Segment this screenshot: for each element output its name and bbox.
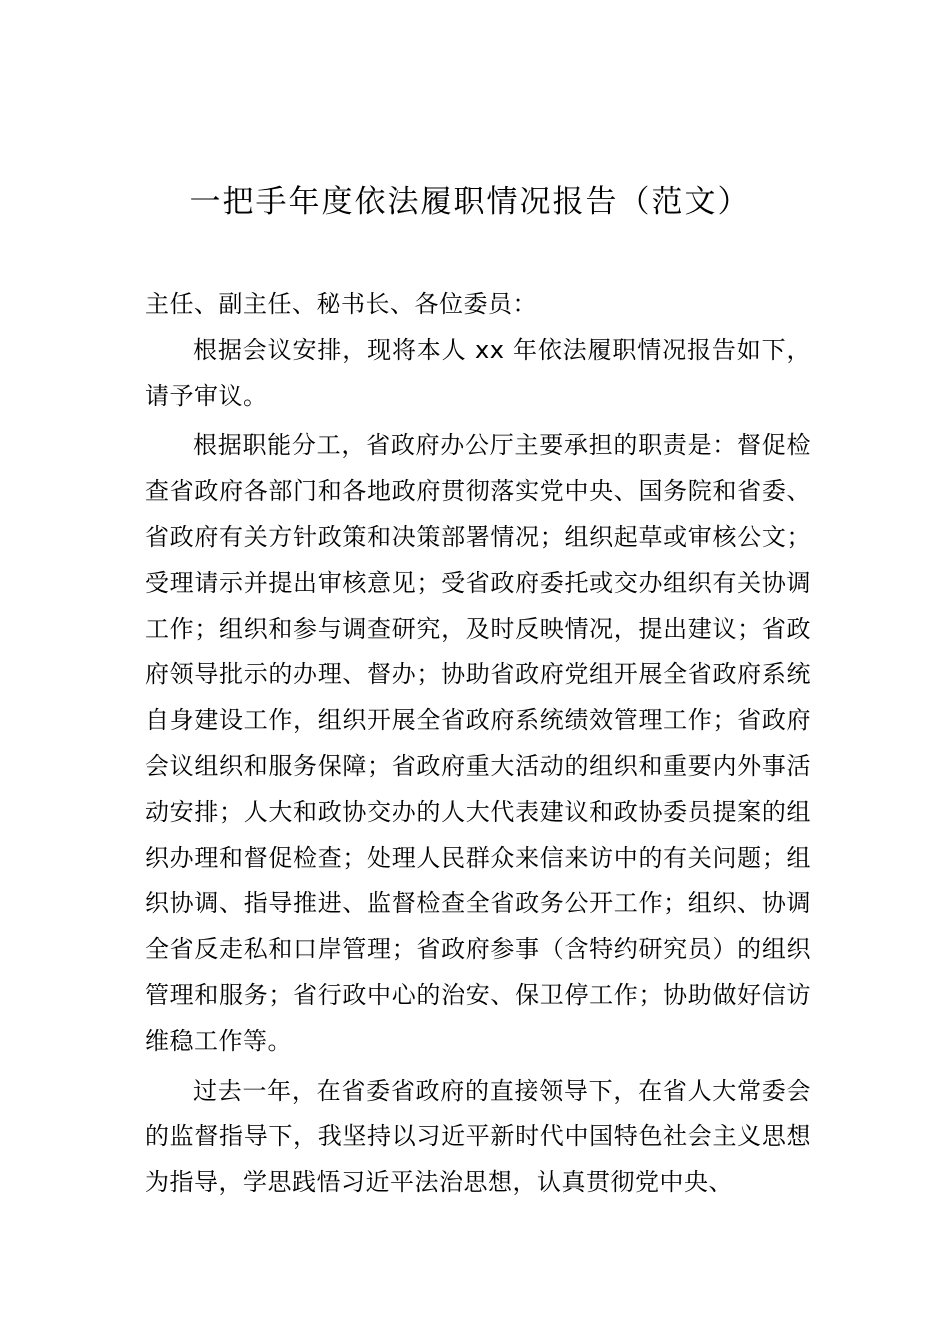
paragraph-past-year: 过去一年，在省委省政府的直接领导下，在省人大常委会的监督指导下，我坚持以习近平新时代中国特色社会主义思想为指导，学思践悟习近平法治思想，认真贯彻党中央、	[145, 1076, 811, 1197]
document-title: 一把手年度依法履职情况报告（范文）	[189, 184, 751, 220]
salutation: 主任、副主任、秘书长、各位委员：	[145, 290, 537, 318]
document-body	[145, 282, 811, 1206]
paragraph-meeting-arrangement: 根据会议安排，现将本人 xx 年依法履职情况报告如下，请予审议。	[145, 335, 811, 410]
paragraph-duties: 根据职能分工，省政府办公厅主要承担的职责是：督促检查省政府各部门和各地政府贯彻落实党中央、国务院和省委、省政府有关方针政策和决策部署情况；组织起草或审核公文；受理请示并提出审核意见；受省政府委托或交办组织有关协调工作；组织和参与调查研究，及时反映情况，提出建议；省政府领导批示的办理、督办；协助省政府党组开展全省政府系统自身建设工作，组织开展全省政府系统绩效管理工作；省政府会议组织和服务保障；省政府重大活动的组织和重要内外事活动安排；人大和政协交办的人大代表建议和政协委员提案的组织办理和督促检查；处理人民群众来信来访中的有关问题；组织协调、指导推进、监督检查全省政务公开工作；组织、协调全省反走私和口岸管理；省政府参事（含特约研究员）的组织管理和服务；省行政中心的治安、保卫停工作；协助做好信访维稳工作等。	[145, 431, 811, 1055]
